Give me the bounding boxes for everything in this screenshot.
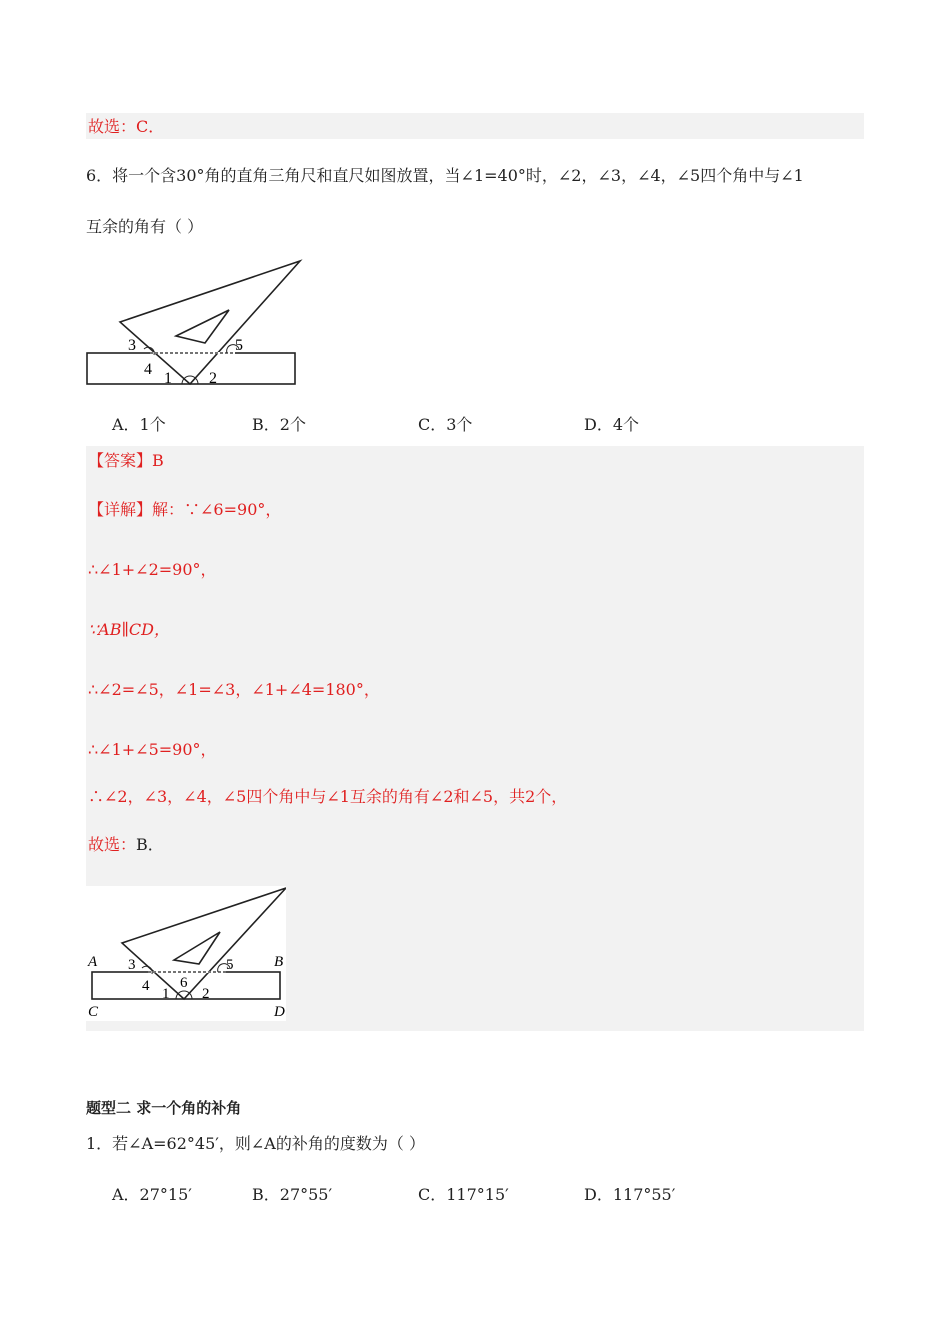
s2-q1-stem: 1．若∠A=62°45′，则∠A的补角的度数为（ ） (86, 1134, 425, 1153)
solution-step-4: ∴∠1+∠5=90°， (88, 740, 217, 759)
fig-label-4: 4 (142, 978, 150, 994)
fig-label-C: C (88, 1004, 99, 1020)
detail-line (88, 499, 281, 521)
q6-option-d: D．4个 (584, 415, 640, 434)
fig-label-5: 5 (226, 957, 234, 973)
fig-label-2: 2 (209, 370, 217, 387)
fig-label-B: B (274, 954, 284, 970)
q6-figure (84, 255, 304, 390)
fig-label-1: 1 (162, 986, 170, 1002)
q6-option-c: C．3个 (418, 415, 473, 434)
fig-label-A: A (88, 954, 98, 970)
fig-label-3: 3 (128, 957, 136, 973)
fig-label-D: D (274, 1004, 285, 1020)
s2-option-a: A．27°15′ (112, 1185, 192, 1204)
solution-step-5: ∴∠2，∠3，∠4，∠5四个角中与∠1互余的角有∠2和∠5，共2个， (88, 787, 568, 806)
s2-option-d: D．117°55′ (584, 1185, 676, 1204)
detail-first: 解：∵∠6=90°， (152, 500, 282, 519)
answer-tag: 【答案】 (88, 451, 153, 470)
final-prefix: 故选： (88, 835, 137, 854)
fig-label-5: 5 (235, 337, 243, 354)
final-line (88, 834, 164, 856)
q6-stem-line2: 互余的角有（ ） (86, 217, 204, 236)
detail-tag: 【详解】 (88, 500, 153, 519)
section-heading: 题型二 求一个角的补角 (86, 1099, 242, 1117)
fig-label-3: 3 (128, 337, 136, 354)
solution-step-2: ∵AB∥CD， (88, 620, 170, 639)
prev-answer-box (86, 113, 864, 139)
fig-label-4: 4 (144, 361, 152, 378)
solution-figure (86, 886, 286, 1021)
answer-line (88, 450, 164, 472)
s2-option-c: C．117°15′ (418, 1185, 509, 1204)
answer-value: B (152, 451, 164, 470)
prev-answer-text: 故选：C． (88, 117, 165, 136)
fig-label-2: 2 (202, 986, 210, 1002)
s2-option-b: B．27°55′ (252, 1185, 333, 1204)
q6-option-b: B．2个 (252, 415, 306, 434)
solution-step-3: ∴∠2=∠5，∠1=∠3，∠1+∠4=180°， (88, 680, 380, 699)
fig-label-6: 6 (180, 975, 188, 991)
final-value: B． (136, 835, 164, 854)
q6-stem-line1: 6．将一个含30°角的直角三角尺和直尺如图放置，当∠1=40°时，∠2，∠3，∠4，∠5四个角中与∠1 (86, 166, 804, 185)
solution-box (86, 446, 864, 1031)
fig-label-1: 1 (164, 370, 172, 387)
q6-option-a: A．1个 (112, 415, 166, 434)
solution-step-1: ∴∠1+∠2=90°， (88, 560, 217, 579)
